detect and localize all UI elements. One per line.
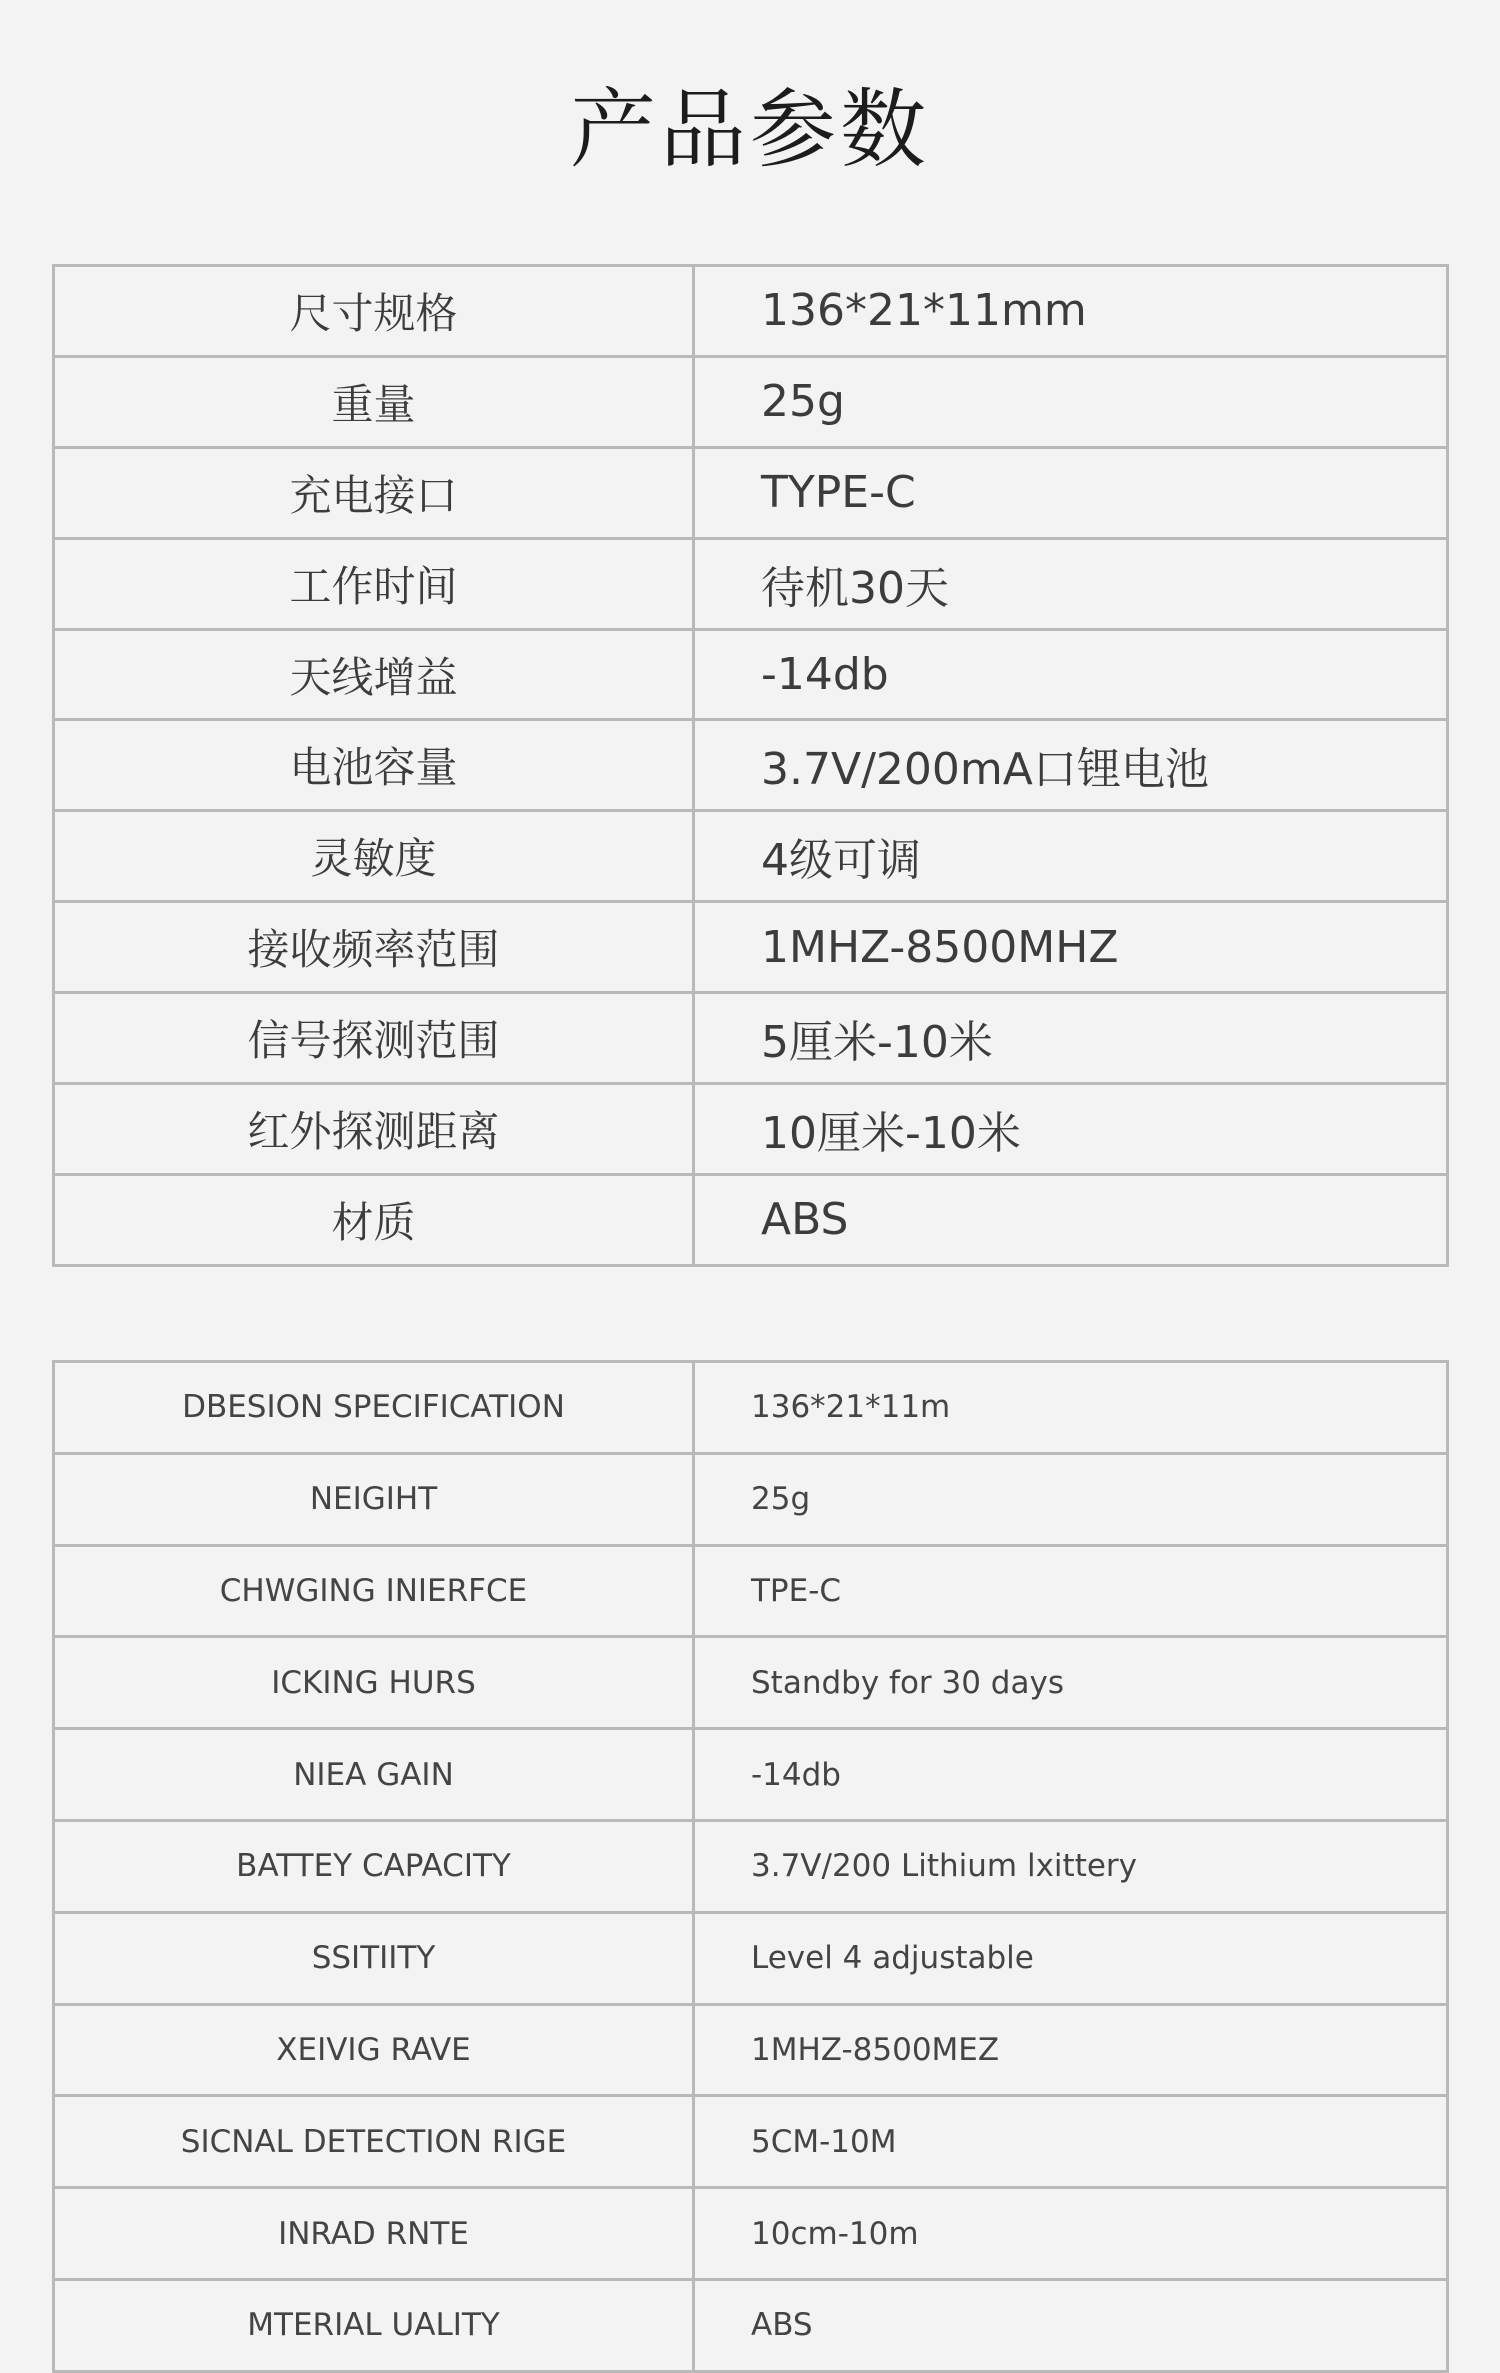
spec-value: -14db — [694, 629, 1448, 720]
spec-label: 灵敏度 — [54, 811, 694, 902]
spec-row — [54, 1820, 1448, 1912]
spec-value: 3.7V/200mA口锂电池 — [694, 720, 1448, 811]
spec-row — [54, 356, 1448, 447]
spec-label: NIEA GAIN — [54, 1729, 694, 1821]
spec-value: 10cm-10m — [694, 2188, 1448, 2280]
spec-row — [54, 266, 1448, 357]
spec-value: 4级可调 — [694, 811, 1448, 902]
spec-value: ABS — [694, 2279, 1448, 2371]
spec-row — [54, 811, 1448, 902]
spec-value: 待机30天 — [694, 538, 1448, 629]
spec-value: -14db — [694, 1729, 1448, 1821]
spec-value: 5厘米-10米 — [694, 993, 1448, 1084]
spec-value: 25g — [694, 1453, 1448, 1545]
spec-row — [54, 1637, 1448, 1729]
spec-row — [54, 2004, 1448, 2096]
spec-value: 1MHZ-8500MEZ — [694, 2004, 1448, 2096]
spec-label: XEIVIG RAVE — [54, 2004, 694, 2096]
spec-value: Standby for 30 days — [694, 1637, 1448, 1729]
spec-table-english-body — [54, 1362, 1448, 2372]
spec-row — [54, 720, 1448, 811]
spec-label: 重量 — [54, 356, 694, 447]
spec-row — [54, 538, 1448, 629]
spec-row — [54, 2279, 1448, 2371]
spec-label: SSITIITY — [54, 1912, 694, 2004]
spec-label: 信号探测范围 — [54, 993, 694, 1084]
spec-value: 1MHZ-8500MHZ — [694, 902, 1448, 993]
spec-table-english — [52, 1360, 1449, 2373]
spec-value: 5CM-10M — [694, 2096, 1448, 2188]
spec-label: INRAD RNTE — [54, 2188, 694, 2280]
spec-value: TPE-C — [694, 1545, 1448, 1637]
spec-label: 电池容量 — [54, 720, 694, 811]
page-title: 产品参数 — [570, 80, 930, 180]
spec-row — [54, 993, 1448, 1084]
spec-value: TYPE-C — [694, 447, 1448, 538]
spec-label: 工作时间 — [54, 538, 694, 629]
spec-label: 红外探测距离 — [54, 1084, 694, 1175]
spec-row — [54, 1729, 1448, 1821]
spec-label: 天线增益 — [54, 629, 694, 720]
spec-value: 25g — [694, 356, 1448, 447]
spec-row — [54, 1084, 1448, 1175]
spec-value: Level 4 adjustable — [694, 1912, 1448, 2004]
spec-row — [54, 1912, 1448, 2004]
spec-label: CHWGING INIERFCE — [54, 1545, 694, 1637]
spec-row — [54, 629, 1448, 720]
spec-row — [54, 447, 1448, 538]
spec-label: NEIGIHT — [54, 1453, 694, 1545]
spec-value: ABS — [694, 1174, 1448, 1265]
spec-value: 10厘米-10米 — [694, 1084, 1448, 1175]
spec-label: SICNAL DETECTION RIGE — [54, 2096, 694, 2188]
spec-table-chinese — [52, 264, 1449, 1267]
spec-row — [54, 1453, 1448, 1545]
spec-label: 材质 — [54, 1174, 694, 1265]
spec-row — [54, 1545, 1448, 1637]
spec-label: 尺寸规格 — [54, 266, 694, 357]
spec-table-chinese-body — [54, 266, 1448, 1266]
spec-label: 接收频率范围 — [54, 902, 694, 993]
spec-label: ICKING HURS — [54, 1637, 694, 1729]
spec-value: 3.7V/200 Lithium lxittery — [694, 1820, 1448, 1912]
spec-row — [54, 1362, 1448, 1454]
spec-label: MTERIAL UALITY — [54, 2279, 694, 2371]
spec-label: 充电接口 — [54, 447, 694, 538]
spec-value: 136*21*11mm — [694, 266, 1448, 357]
spec-row — [54, 2188, 1448, 2280]
spec-row — [54, 1174, 1448, 1265]
spec-row — [54, 2096, 1448, 2188]
spec-label: DBESION SPECIFICATION — [54, 1362, 694, 1454]
spec-label: BATTEY CAPACITY — [54, 1820, 694, 1912]
spec-value: 136*21*11m — [694, 1362, 1448, 1454]
spec-row — [54, 902, 1448, 993]
